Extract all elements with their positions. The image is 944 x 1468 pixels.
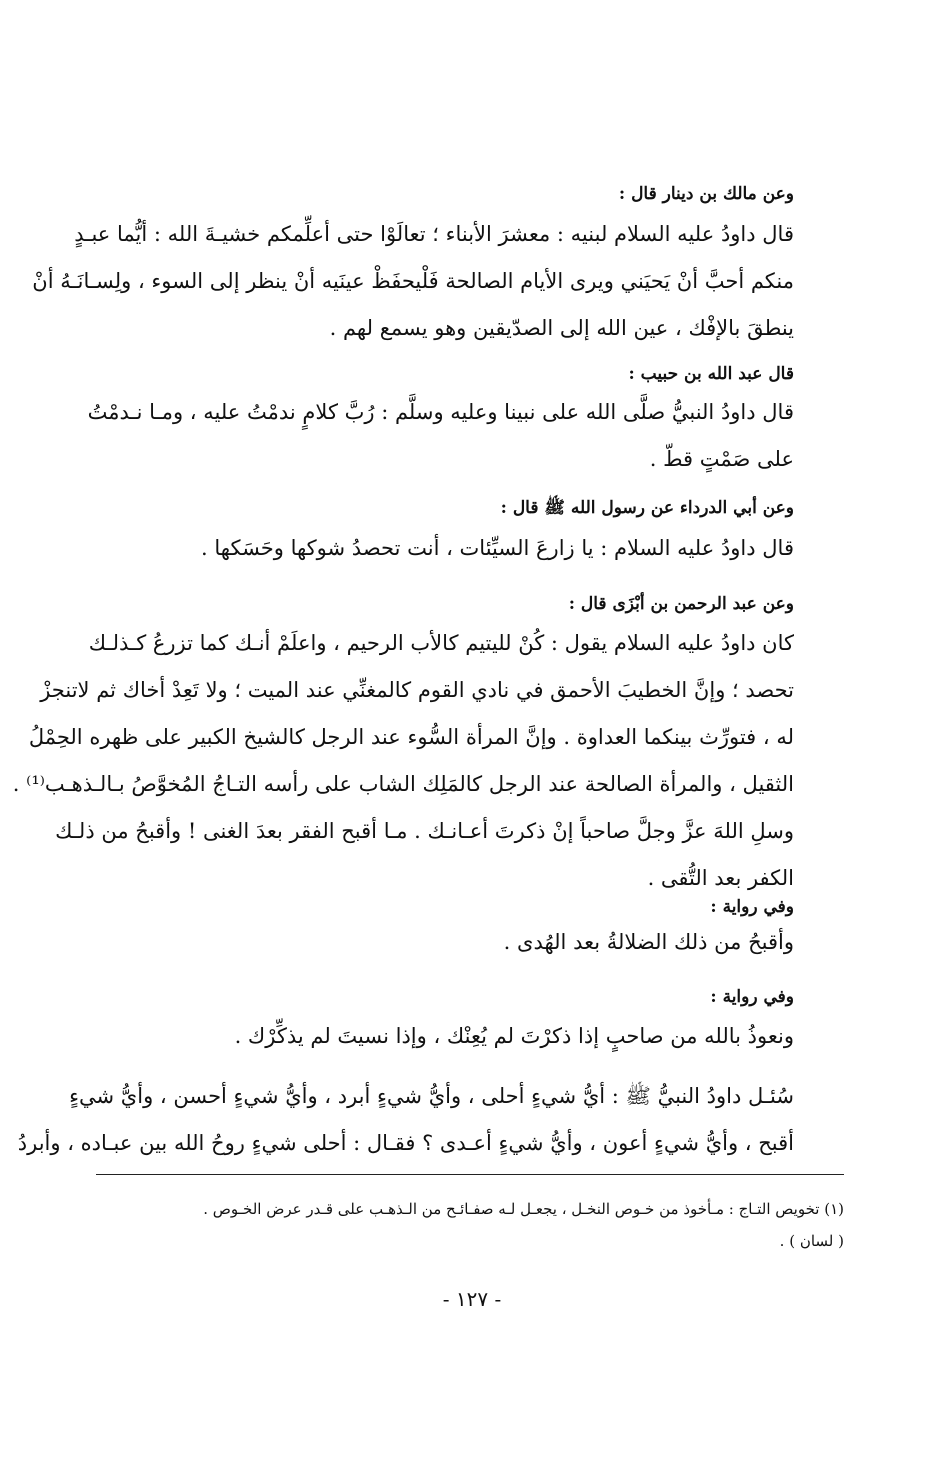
footnote-line: (١) تخويص التـاج : مـأخوذ من خـوص النخـل ، يجعـل لـه صفـائـح من الـذهـب على قـدر عرض الخـوص . [203,1200,844,1218]
footnote [96,1193,844,1257]
paragraph [17,1073,794,1167]
text-line: قال داودُ عليه السلام : يا زارعَ السيِّئات ، أنت تحصدُ شوكها وحَسَكها . [201,536,794,560]
page-number: - ١٢٧ - [442,1287,502,1311]
paragraph [106,1013,794,1060]
text-line: وسلِ اللهَ عزَّ وجلَّ صاحباً إنْ ذكرتَ أعـانـك . مـا أقبح الفقر بعدَ الغنى ! وأقبحُ من ذلـك [55,819,794,843]
paragraph [12,620,794,902]
text-line: أقبح ، وأيُّ شيءٍ أعون ، وأيُّ شيءٍ أعـدى ؟ فقـال : أحلى شيءٍ روحُ الله بين عبـاده ، وأبردُ [17,1131,794,1155]
footnote-line: ( لسان ) . [779,1232,844,1250]
paragraph [106,919,794,966]
section-heading: وفي رواية : [710,987,794,1007]
text-line: له ، فتورِّث بينكما العداوة . وإنَّ المرأة السُّوء عند الرجل كالشيخ الكبير على ظهره الحِمْلُ [28,725,794,749]
text-line: قال داودُ النبيُّ صلَّى الله على نبينا وعليه وسلَّم : رُبَّ كلامٍ ندمْتُ عليه ، ومـا نـدمْتُ [87,400,794,424]
text-line: منكم أحبَّ أنْ يَحيَني ويرى الأيام الصالحة فَلْيحفَظْ عينَيه أنْ ينظر إلى السوء ، ولِسـانَـهُ أنْ [32,269,794,293]
text-line: على صَمْتٍ قطّ . [649,447,794,471]
text-line: قال داودُ عليه السلام لبنيه : معشرَ الأبناء ؛ تعالَوْا حتى أعلِّمكم خشيـةَ الله : أيُّما عبـدٍ [74,222,794,246]
text-line: ينطقَ بالإفْك ، عين الله إلى الصدّيقين وهو يسمع لهم . [329,316,794,340]
text-line: ونعوذُ بالله من صاحبٍ إذا ذكرْتَ لم يُعِنْك ، وإذا نسيتَ لم يذكِّرْك . [234,1024,794,1048]
text-line: الكفر بعد التُّقى . [647,866,794,890]
section-heading: قال عبد الله بن حبيب : [628,364,794,384]
paragraph [106,525,794,572]
text-line: كان داودُ عليه السلام يقول : كُنْ لليتيم كالأب الرحيم ، واعلَمْ أنـك كما تزرعُ كـذلـك [88,631,794,655]
section-heading: وعن عبد الرحمن بن أبْزَى قال : [568,594,794,614]
footnote-divider [96,1174,844,1175]
paragraph [87,389,794,483]
paragraph [32,211,794,352]
section-heading: وعن أبي الدرداء عن رسول الله ﷺ قال : [500,498,794,518]
text-line: الثقيل ، والمرأة الصالحة عند الرجل كالمَلِك الشاب على رأسه التـاجُ المُخوَّصُ بـالـذهـب⁽¹⁾ . [12,772,794,796]
section-heading: وعن مالك بن دينار قال : [618,184,794,204]
text-line: سُئـل داودُ النبيُّ ﷺ : أيُّ شيءٍ أحلى ، وأيُّ شيءٍ أبرد ، وأيُّ شيءٍ أحسن ، وأيُّ شيءٍ [69,1084,794,1108]
text-line: تحصد ؛ وإنَّ الخطيبَ الأحمق في نادي القوم كالمغنِّي عند الميت ؛ ولا تَعِدْ أخاك ثم لاتنجزْ [40,678,794,702]
section-heading: وفي رواية : [710,897,794,917]
text-line: وأقبحُ من ذلك الضلالةُ بعد الهُدى . [503,930,794,954]
